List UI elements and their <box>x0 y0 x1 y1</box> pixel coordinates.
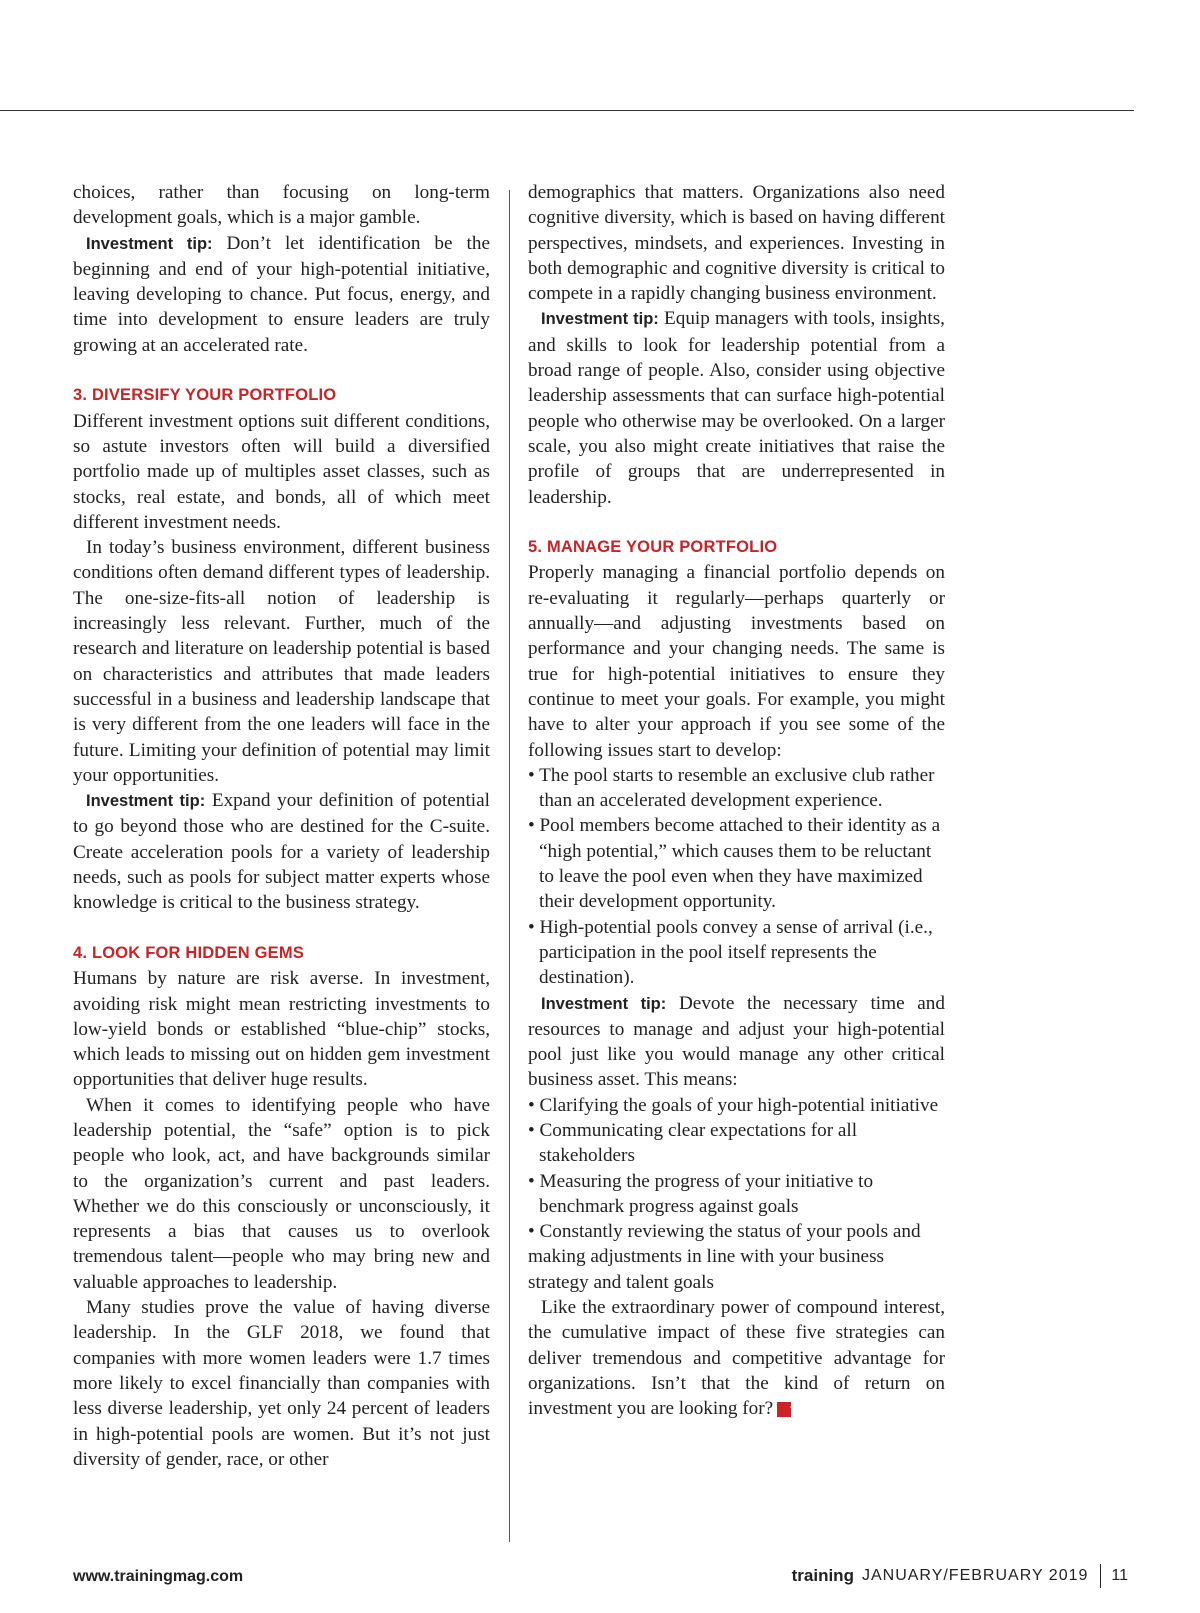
means-list-last <box>528 1219 945 1295</box>
investment-tip-paragraph <box>528 306 945 509</box>
section-heading-manage: 5. MANAGE YOUR PORTFOLIO <box>528 538 778 557</box>
investment-tip-label: Investment tip: <box>86 234 213 253</box>
body-paragraph: choices, rather than focusing on long-term development goals, which is a major gamble. <box>73 182 490 229</box>
body-paragraph: Properly managing a financial portfolio depends on re-evaluating it regularly—perhaps quarterly or annually—and adjusting investments based on performance and your changing needs. The same is true for high-potential initiatives to ensure they continue to meet your goals. For example, you might have to alter your approach if you see some of the following issues start to develop: <box>528 562 945 761</box>
body-paragraph: Different investment options suit different conditions, so astute investors often will build a diversified portfolio made up of multiples asset classes, such as stocks, real estate, and bonds, all of which meet different investment needs. <box>73 410 490 533</box>
footer-separator <box>1100 1564 1101 1588</box>
issues-list <box>528 763 945 991</box>
list-item: • Pool members become attached to their identity as a “high potential,” which causes them to be reluctant to leave the pool even when they have maximized their development opportunity. <box>528 815 941 913</box>
top-rule <box>0 110 1134 111</box>
footer-folio <box>792 1564 1128 1588</box>
investment-tip-text: Don’t let identification be the beginning and end of your high-potential initiative, leaving developing to chance. Put focus, energy, and time into development to ensure leaders are truly growing at an accelerated rate. <box>73 232 490 356</box>
investment-tip-text: Equip managers with tools, insights, and skills to look for leadership potential from a broad range of people. Also, consider using objective leadership assessments that can surface high-potential people who otherwise may be overlooked. On a larger scale, you also might create initiatives that raise the profile of groups that are underrepresented in leadership. <box>528 308 945 508</box>
right-column <box>528 180 945 1422</box>
section-heading-hidden-gems: 4. LOOK FOR HIDDEN GEMS <box>73 943 305 962</box>
investment-tip-text: Expand your definition of potential to go beyond those who are destined for the C-suite. Create acceleration pools for a variety of leadership needs, such as pools for subject matter experts whose knowledge is critical to the business strategy. <box>73 790 490 914</box>
list-item: • Constantly reviewing the status of your pools and making adjustments in line with your business strategy and talent goals <box>528 1221 921 1293</box>
list-item: • Clarifying the goals of your high-potential initiative <box>528 1094 939 1116</box>
body-paragraph: demographics that matters. Organizations also need cognitive diversity, which is based on having different perspectives, mindsets, and experiences. Investing in both demographic and cognitive diversity is critical to compete in a rapidly changing business environment. <box>528 182 945 305</box>
list-item: • The pool starts to resemble an exclusive club rather than an accelerated development experience. <box>528 764 935 812</box>
left-column <box>73 180 490 1472</box>
list-item: • Communicating clear expectations for all stakeholders <box>528 1119 858 1167</box>
body-paragraph: Many studies prove the value of having diverse leadership. In the GLF 2018, we found that companies with more women leaders were 1.7 times more likely to excel financially than companies with less diverse leadership, yet only 24 percent of leaders in high-potential pools are women. But it’s not just diversity of gender, race, or other <box>73 1297 490 1470</box>
body-paragraph: Humans by nature are risk averse. In investment, avoiding risk might mean restricting investments to low-yield bonds or established “blue-chip” stocks, which leads to missing out on hidden gem investment opportunities that deliver huge results. <box>73 968 490 1091</box>
investment-tip-paragraph <box>73 231 490 358</box>
column-divider <box>509 190 510 1542</box>
means-list <box>528 1093 945 1219</box>
section-heading-diversify: 3. DIVERSIFY YOUR PORTFOLIO <box>73 386 337 405</box>
list-item: • Measuring the progress of your initiative to benchmark progress against goals <box>528 1170 874 1217</box>
list-item: • High-potential pools convey a sense of arrival (i.e., participation in the pool itself represents the destination). <box>528 916 933 989</box>
closing-text: Like the extraordinary power of compound interest, the cumulative impact of these five strategies can deliver tremendous and competitive advantage for organizations. Isn’t that the kind of return on investment you are looking for? <box>528 1297 945 1420</box>
body-paragraph: When it comes to identifying people who have leadership potential, the “safe” option is to pick people who look, act, and have backgrounds similar to the organization’s current and past leaders. Whether we do this consciously or unconsciously, it represents a bias that causes us to overlook tremendous talent—people who may bring new and valuable approaches to leadership. <box>73 1094 490 1293</box>
investment-tip-text: Devote the necessary time and resources to manage and adjust your high-potential pool just like you would manage any other critical business asset. This means: <box>528 992 945 1091</box>
investment-tip-paragraph <box>528 991 945 1093</box>
investment-tip-paragraph <box>73 788 490 915</box>
issue-date: JANUARY/FEBRUARY 2019 <box>861 1567 1089 1584</box>
closing-paragraph <box>528 1295 945 1421</box>
investment-tip-label: Investment tip: <box>541 310 659 329</box>
body-paragraph: In today’s business environment, different business conditions often demand different types of leadership. The one-size-fits-all notion of leadership is increasingly less relevant. Further, much of the research and literature on leadership potential is based on characteristics and attributes that made leaders successful in a business and leadership landscape that is very different from the one leaders will face in the future. Limiting your definition of potential may limit your opportunities. <box>73 537 490 786</box>
end-mark-icon: t <box>777 1402 791 1417</box>
magazine-brand: training <box>791 1566 854 1585</box>
investment-tip-label: Investment tip: <box>86 792 206 811</box>
footer-url: www.trainingmag.com <box>73 1568 244 1585</box>
investment-tip-label: Investment tip: <box>541 994 667 1013</box>
page-number: 11 <box>1111 1567 1128 1584</box>
